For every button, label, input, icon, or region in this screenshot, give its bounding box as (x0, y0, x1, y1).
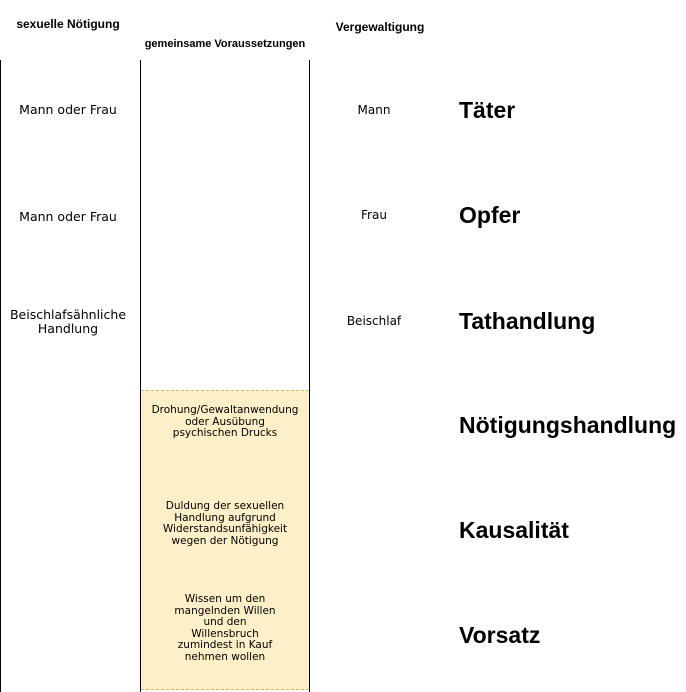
common-vorsatz-text: Wissen um den mangelnden Willen und den Willensbruch zumindest in Kauf nehmen wollen (174, 593, 276, 663)
row-taeter-vergewaltigung: Mann (357, 103, 391, 117)
left-column-divider (0, 60, 1, 692)
row-opfer-vergewaltigung: Frau (361, 208, 387, 222)
criterion-vorsatz: Vorsatz (459, 622, 541, 648)
criterion-taeter: Täter (459, 97, 516, 123)
column-header-sexuelle-noetigung: sexuelle Nötigung (16, 17, 120, 31)
criterion-noetigungshandlung: Nötigungshandlung (459, 412, 677, 438)
middle-column-right-border (309, 60, 310, 692)
row-opfer-sexuelle-noetigung: Mann oder Frau (19, 209, 117, 224)
criterion-kausalitaet: Kausalität (459, 517, 569, 543)
column-header-gemeinsame-voraussetzungen: gemeinsame Voraussetzungen (144, 38, 306, 50)
common-kausalitaet-text: Duldung der sexuellen Handlung aufgrund Widerstandsunfähigkeit wegen der Nötigung (162, 500, 288, 547)
criterion-tathandlung: Tathandlung (459, 308, 596, 334)
row-tathandlung-vergewaltigung: Beischlaf (346, 314, 402, 328)
common-noetigungshandlung-text: Drohung/Gewaltanwendung oder Ausübung psychischen Drucks (151, 404, 299, 439)
row-taeter-sexuelle-noetigung: Mann oder Frau (19, 102, 117, 117)
criterion-opfer: Opfer (459, 202, 521, 228)
row-tathandlung-sexuelle-noetigung: Beischlafsähnliche Handlung (9, 307, 127, 336)
column-header-vergewaltigung: Vergewaltigung (335, 20, 425, 34)
